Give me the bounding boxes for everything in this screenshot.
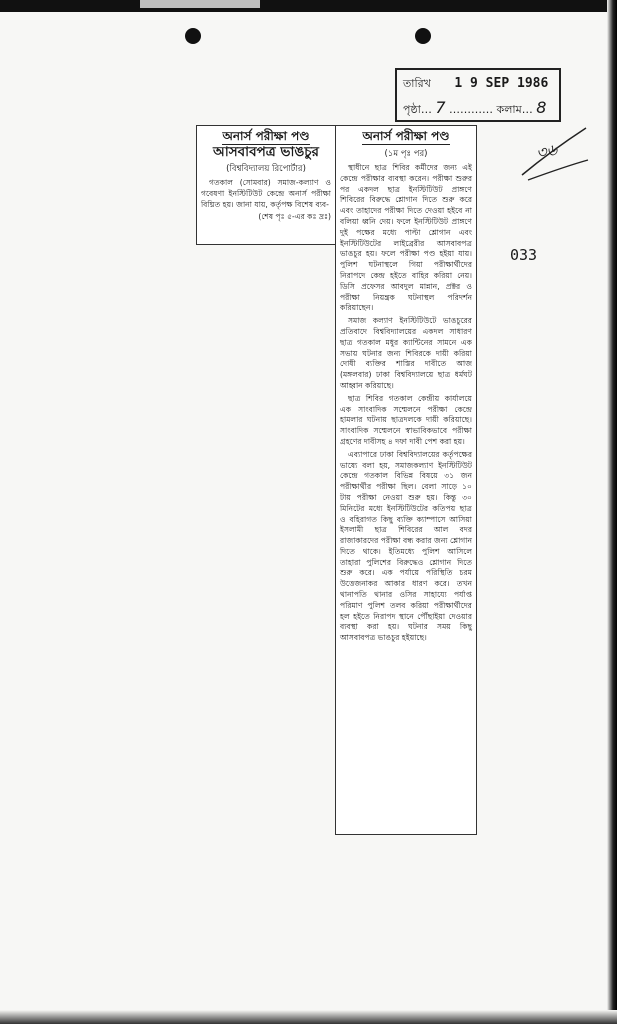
clipping1-headline-1: অনার্স পরীক্ষা পণ্ড — [222, 129, 310, 143]
news-clipping-front-page — [196, 125, 336, 245]
clipping1-body: গতকাল (সোমবার) সমাজ-কল্যাণ ও গবেষণা ইনস্টিটিউট কেন্দ্রে অনার্স পরীক্ষা বিঘ্নিত হয়। জানা যায়, কর্তৃপক্ষ বিশেষ ব্যব- — [201, 178, 331, 209]
stamp-date-label: তারিখ — [403, 77, 431, 90]
scan-top-edge — [0, 0, 617, 12]
handwritten-mark — [520, 120, 590, 190]
news-clipping-continuation — [335, 125, 477, 835]
clipping1-byline: (বিশ্ববিদ্যালয় রিপোর্টার) — [226, 164, 306, 174]
clipping1-headline-2: আসবাবপত্র ভাঙচুর — [213, 144, 319, 160]
clipping1-continuation: (শেষ পৃঃ ৫-এর কঃ দ্রঃ) — [258, 212, 331, 222]
clipping2-paragraph: এব্যাপারে ঢাকা বিশ্ববিদ্যালয়ের কর্তৃপক্ষের ভাষ্যে বলা হয়, সমাজকল্যাণ ইনস্টিটিউট কেন্দ্রে গতকাল বিভিন্ন বিষয়ে ৩১ জন পরীক্ষার্থীর পরীক্ষা ছিল। বেলা সাড়ে ১০ টায় পরীক্ষা নেওয়া শুরু হয়। কিন্তু ৩০ মিনিটের মধ্যে ইনস্টিটিউটের কতিপয় ছাত্র ও বহিরাগত কিছু ব্যক্তি ক্যাম্পাসে আসিয়া ইসলামী ছাত্র শিবিরের আল বদর রাজাকারদের পরীক্ষা বন্ধ করার জন্য শ্লোগান দিতে থাকে। ইতিমধ্যে পুলিশ আসিলে তাহারা পুলিশের বিরুদ্ধেও শ্লোগান দিতে শুরু করে। এক পর্যায়ে পরিস্থিতি চরম উত্তেজনাকর আকার ধারণ করে। তখন থানাপতি থানার ওসির সাহায্যে পর্যাপ্ত পরিমাণ পুলিশ তলব করিয়া পরীক্ষার্থীদের হল হইতে নিরাপদ স্থানে পৌঁছাইয়া দেওয়ার ব্যবস্থা করা হয়। ঘটনার সময় কিছু আসবাবপত্র ভাঙচুর হইয়াছে। — [340, 449, 472, 643]
punch-hole-right — [415, 28, 431, 44]
date-stamp: তারিখ 1 9 SEP 1986 পৃষ্ঠা… 7 ………… কলাম… 8 — [395, 68, 561, 122]
clipping2-subhead: (১ম পৃঃ পর) — [384, 149, 428, 159]
clipping2-paragraph: ছাত্র শিবির গতকাল কেন্দ্রীয় কার্যালয়ে এক সাংবাদিক সম্মেলনে পরীক্ষা কেন্দ্রে হামলার ঘটনায় ছাত্রদলকে দায়ী করিয়াছে। সাংবাদিক সম্মেলনে স্বাভাবিকভাবে পরীক্ষা গ্রহণের দাবীসহ ৪ দফা দাবী পেশ করা হয়। — [340, 393, 472, 446]
clipping2-paragraph: সমাজ কল্যাণ ইনস্টিটিউটে ভাঙচুরের প্রতিবাদে বিশ্ববিদ্যালয়ের একদল সাধারণ ছাত্র গতকাল মধুর ক্যান্টিনের সামনে এক সভায় ঘটনার জন্য শিবিরকে দায়ী করিয়া দোষী ব্যক্তির শাস্তির দাবীতে আজ (মঙ্গলবার) ঢাকা বিশ্ববিদ্যালয়ে ছাত্র ধর্মঘট আহ্বান করিয়াছে। — [340, 316, 472, 390]
stamp-date-value: 1 9 SEP 1986 — [454, 76, 549, 91]
clipping2-paragraph: স্থাধীনে ছাত্র শিবির কর্মীদের জন্য এই কেন্দ্রে পরীক্ষার ব্যবস্থা করেন। পরীক্ষা শুরুর পর একদল ছাত্র ইনস্টিটিউট প্রাঙ্গণে শিবিরের বিরুদ্ধে শ্লোগান দিতে শুরু করে এবং তাহাদের পরীক্ষা দিতে দেওয়া হইবে না বলিয়া ধ্বনি দেয়। ফলে ইনস্টিটিউট প্রাঙ্গণে দুই পক্ষের মধ্যে পাল্টা শ্লোগান এবং ইনস্টিটিউটের লাইব্রেরীর আসবাবপত্র ভাঙচুর হয়। ফলে পরীক্ষা পণ্ড হইয়া যায়। পুলিশ ঘটনাস্থলে গিয়া পরীক্ষার্থীদের নিরাপদে কেন্দ্র হইতে বাহির করিয়া নেয়। ডিসি প্রফেসর আবদুল মান্নান, প্রক্টর ও পরীক্ষা নিয়ন্ত্রক ঘটনাস্থল পরিদর্শন করিয়াছেন। — [340, 163, 472, 313]
scan-top-light-edge — [140, 0, 260, 8]
page-number: 033 — [510, 246, 538, 264]
stamp-column-label: কলাম — [496, 103, 522, 116]
punch-hole-left — [185, 28, 201, 44]
handwritten-mark-text: ৩৬ — [534, 139, 559, 163]
stamp-column-value: 8 — [536, 98, 547, 117]
stamp-page-value: 7 — [435, 98, 446, 117]
clipping2-headline: অনার্স পরীক্ষা পণ্ড — [362, 129, 450, 143]
scan-right-edge — [607, 0, 617, 1024]
scan-bottom-edge — [0, 1010, 617, 1024]
stamp-page-label: পৃষ্ঠা — [403, 103, 421, 116]
